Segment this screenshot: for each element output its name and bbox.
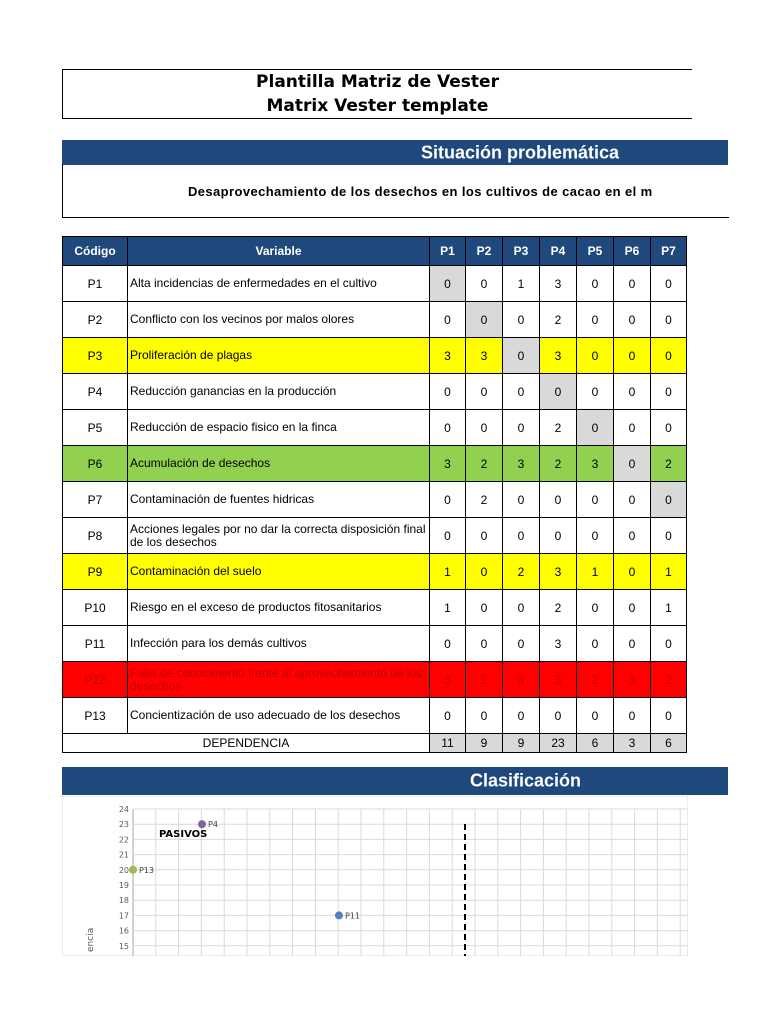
clasificacion-band [62,767,728,795]
matrix-cell: 0 [614,338,651,374]
dependencia-value: 3 [614,734,651,753]
matrix-cell: 2 [466,662,503,698]
matrix-cell: 0 [577,518,614,554]
row-variable: Reducción de espacio fisico en la finca [128,410,430,446]
problem-statement-text: Desaprovechamiento de los desechos en los cultivos de cacao en el m [188,184,653,199]
row-variable: Acumulación de desechos [128,446,430,482]
table-row [63,374,687,410]
header-p4: P4 [540,237,577,266]
data-point-label: P11 [345,911,361,921]
table-row [63,554,687,590]
matrix-cell: 0 [503,518,540,554]
data-point-label: P4 [208,820,218,830]
matrix-cell: 1 [503,266,540,302]
matrix-cell: 1 [651,590,687,626]
matrix-cell: 0 [651,302,687,338]
header-p7: P7 [651,237,687,266]
row-code: P11 [63,626,128,662]
row-variable: Infección para los demás cultivos [128,626,430,662]
dependencia-value: 6 [651,734,687,753]
matrix-cell: 0 [651,374,687,410]
header-p5: P5 [577,237,614,266]
matrix-cell: 1 [430,590,466,626]
data-point-p11 [335,911,343,919]
data-point-p13 [129,866,137,874]
matrix-cell: 3 [430,338,466,374]
matrix-cell: 0 [614,590,651,626]
matrix-cell: 0 [577,338,614,374]
matrix-cell: 0 [614,554,651,590]
situacion-label: Situación problemática [421,142,620,162]
y-tick-label: 23 [118,820,129,830]
row-code: P10 [63,590,128,626]
matrix-cell: 1 [651,554,687,590]
header-p6: P6 [614,237,651,266]
matrix-cell: 0 [430,302,466,338]
matrix-cell: 0 [503,410,540,446]
dependencia-value: 9 [503,734,540,753]
matrix-cell: 3 [430,446,466,482]
matrix-cell: 0 [503,482,540,518]
matrix-cell: 2 [540,410,577,446]
data-point-p4 [198,820,206,828]
matrix-cell: 3 [614,662,651,698]
matrix-cell: 3 [577,446,614,482]
y-tick-label: 17 [118,911,129,921]
matrix-cell: 0 [466,698,503,734]
dependencia-value: 23 [540,734,577,753]
matrix-cell: 0 [540,698,577,734]
table-row [63,590,687,626]
classification-chart-svg [62,796,688,956]
table-row [63,518,687,554]
y-tick-label: 16 [118,926,129,936]
matrix-cell: 0 [577,590,614,626]
matrix-cell: 0 [651,518,687,554]
matrix-cell: 0 [430,374,466,410]
matrix-cell: 0 [430,698,466,734]
matrix-cell: 3 [540,626,577,662]
matrix-cell: 0 [577,266,614,302]
row-code: P13 [63,698,128,734]
matrix-cell: 0 [466,590,503,626]
header-p1: P1 [430,237,466,266]
table-row [63,446,687,482]
matrix-cell: 0 [466,266,503,302]
matrix-cell: 0 [430,410,466,446]
matrix-cell: 0 [466,410,503,446]
matrix-cell: 0 [577,302,614,338]
matrix-cell: 3 [503,662,540,698]
y-tick-label: 15 [118,941,129,951]
matrix-cell: 0 [466,626,503,662]
matrix-cell: 2 [651,662,687,698]
matrix-cell: 0 [614,626,651,662]
data-point-label: P13 [139,865,155,875]
table-row [63,698,687,734]
matrix-cell: 0 [577,698,614,734]
table-row [63,662,687,698]
row-variable: Proliferación de plagas [128,338,430,374]
matrix-cell: 0 [540,482,577,518]
matrix-cell: 1 [430,554,466,590]
table-row [63,410,687,446]
header-p3: P3 [503,237,540,266]
matrix-cell: 3 [503,446,540,482]
matrix-cell: 3 [540,554,577,590]
matrix-cell: 0 [614,302,651,338]
row-variable: Falta de conocimento frente al aprovechamiento de los desechos [128,662,430,698]
vester-matrix-table [62,236,687,753]
matrix-cell: 0 [430,482,466,518]
matrix-cell: 0 [466,518,503,554]
row-variable: Contaminación del suelo [128,554,430,590]
table-row [63,338,687,374]
row-code: P1 [63,266,128,302]
matrix-cell: 0 [577,626,614,662]
dependencia-value: 11 [430,734,466,753]
matrix-cell: 0 [430,518,466,554]
matrix-cell: 0 [651,482,687,518]
matrix-cell: 2 [540,302,577,338]
y-tick-label: 24 [118,805,129,814]
matrix-cell: 0 [614,410,651,446]
matrix-cell: 0 [651,698,687,734]
row-code: P12 [63,662,128,698]
matrix-cell: 0 [503,626,540,662]
row-variable: Alta incidencias de enfermedades en el cultivo [128,266,430,302]
matrix-cell: 0 [430,266,466,302]
table-row [63,266,687,302]
matrix-cell: 0 [503,302,540,338]
template-title-box [62,69,692,119]
situacion-band [62,140,728,165]
matrix-cell: 2 [540,446,577,482]
y-tick-label: 19 [118,881,129,890]
matrix-cell: 2 [577,662,614,698]
matrix-cell: 0 [540,374,577,410]
row-variable: Conflicto con los vecinos por malos olores [128,302,430,338]
row-code: P5 [63,410,128,446]
matrix-cell: 0 [651,410,687,446]
row-code: P8 [63,518,128,554]
row-code: P7 [63,482,128,518]
dependencia-row [63,734,687,753]
dependencia-value: 6 [577,734,614,753]
matrix-cell: 0 [503,590,540,626]
matrix-cell: 0 [466,374,503,410]
title-english: Matrix Vester template [266,96,489,116]
matrix-cell: 0 [466,554,503,590]
row-code: P4 [63,374,128,410]
matrix-cell: 0 [577,410,614,446]
matrix-cell: 2 [466,482,503,518]
table-row [63,626,687,662]
header-code: Código [63,237,128,266]
matrix-cell: 2 [466,446,503,482]
matrix-cell: 0 [614,482,651,518]
problem-statement-box [62,164,729,218]
y-tick-label: 21 [118,850,129,860]
matrix-cell: 0 [651,266,687,302]
matrix-cell: 0 [651,626,687,662]
y-tick-label: 18 [118,896,129,906]
row-variable: Acciones legales por no dar la correcta disposición final de los desechos [128,518,430,554]
header-p2: P2 [466,237,503,266]
matrix-cell: 2 [540,590,577,626]
matrix-cell: 1 [577,554,614,590]
y-tick-label: 22 [118,835,129,845]
matrix-cell: 0 [577,374,614,410]
table-row [63,482,687,518]
y-tick-label: 20 [118,865,129,875]
title-spanish: Plantilla Matriz de Vester [256,72,499,92]
matrix-cell: 0 [503,374,540,410]
matrix-cell: 3 [540,266,577,302]
matrix-cell: 0 [614,266,651,302]
matrix-cell: 2 [503,554,540,590]
matrix-cell: 2 [651,446,687,482]
classification-chart [62,796,688,956]
matrix-cell: 3 [430,662,466,698]
dependencia-label: DEPENDENCIA [63,734,430,753]
row-code: P9 [63,554,128,590]
matrix-cell: 0 [614,698,651,734]
matrix-cell: 0 [577,482,614,518]
row-variable: Riesgo en el exceso de productos fitosanitarios [128,590,430,626]
matrix-cell: 3 [540,338,577,374]
row-code: P3 [63,338,128,374]
table-row [63,302,687,338]
clasificacion-label: Clasificación [470,770,582,791]
matrix-cell: 0 [540,518,577,554]
matrix-cell: 0 [503,338,540,374]
matrix-cell: 0 [614,518,651,554]
matrix-cell: 0 [466,302,503,338]
row-variable: Concientización de uso adecuado de los desechos [128,698,430,734]
header-variable: Variable [128,237,430,266]
matrix-cell: 0 [430,626,466,662]
row-code: P2 [63,302,128,338]
row-variable: Reducción ganancias en la producción [128,374,430,410]
matrix-cell: 0 [614,374,651,410]
matrix-cell: 3 [466,338,503,374]
y-axis-label: encia [86,927,96,952]
row-code: P6 [63,446,128,482]
row-variable: Contaminación de fuentes hidricas [128,482,430,518]
matrix-cell: 3 [540,662,577,698]
matrix-cell: 0 [651,338,687,374]
dependencia-value: 9 [466,734,503,753]
matrix-cell: 0 [503,698,540,734]
quadrant-label-pasivos: PASIVOS [159,829,208,840]
matrix-cell: 0 [614,446,651,482]
